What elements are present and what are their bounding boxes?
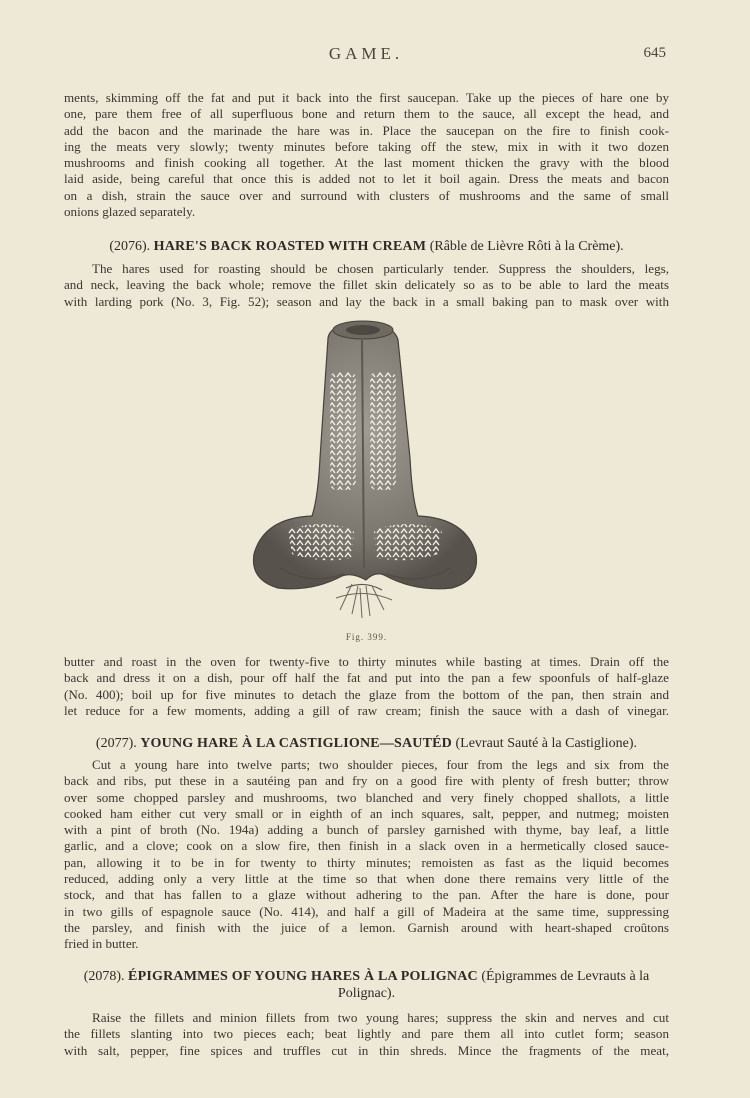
recipe-title: HARE'S BACK ROASTED WITH CREAM: [153, 239, 427, 254]
recipe-2077-body: [64, 757, 669, 953]
figure-caption: Fig. 399.: [345, 632, 388, 642]
text-line: stock, and that has fallen to a glaze without adhering to the pan. After the hare is done, pour: [64, 887, 669, 903]
text-line: over some chopped parsley and mushrooms, two blanched and very finely chopped shallots, a little: [64, 789, 669, 805]
text-line: reduced, adding only a very little at the time so that when done there remains very little of the: [64, 871, 669, 887]
text-line: one, pare them free of all superfluous bone and return them to the sauce, all except the head, and: [64, 106, 669, 122]
text-line: pan, allowing it to be in for twenty to thirty minutes; remoisten as fast as the liquid becomes: [64, 854, 669, 870]
text-line: let reduce for a few moments, adding a gill of raw cream; finish the sauce with a dash of vinegar.: [64, 702, 669, 718]
text-line: add the bacon and the marinade the hare was in. Place the saucepan on the fire to finish cook-: [64, 122, 669, 138]
recipe-2078-body: [64, 1010, 669, 1059]
hare-back-illustration: [240, 318, 490, 628]
text-line: mushrooms and finish cooking all together. At the last moment thicken the gravy with the blood: [64, 155, 669, 171]
text-line: ing the meats very slowly; twenty minutes before taking off the stew, mix in with it two dozen: [64, 138, 669, 154]
text-line: laid aside, being careful that once this is added not to let it boil again. Dress the meats and bacon: [64, 171, 669, 187]
recipe-heading-2078: [64, 968, 669, 1002]
recipe-number: (2076).: [109, 239, 151, 254]
text-line: butter and roast in the oven for twenty-five to thirty minutes while basting at times. Drain off the: [64, 654, 669, 669]
text-line: ments, skimming off the fat and put it back into the first saucepan. Take up the pieces of hare one by: [64, 90, 669, 105]
text-line: (No. 400); boil up for five minutes to detach the glaze from the bottom of the pan, then strain and: [64, 686, 669, 702]
recipe-french-title: (Épigrammes de Levrauts à la: [481, 969, 650, 984]
text-line: on a dish, strain the sauce over and surround with clusters of mushrooms and the same of small: [64, 187, 669, 203]
running-head: [64, 44, 668, 68]
running-title: GAME.: [328, 44, 404, 63]
text-line: with larding pork (No. 3, Fig. 52); season and lay the back in a small baking pan to mask over with: [64, 293, 669, 309]
text-line: garlic, and a clove; cook on a slow fire, then finish in a slack oven in a hermetically closed sauce-: [64, 838, 669, 854]
text-line: the parsley, and finish with the juice of a lemon. Garnish around with heart-shaped croûtons: [64, 919, 669, 935]
page-number: 645: [643, 45, 666, 61]
text-line: with salt, pepper, fine spices and truffles cut in thin shreds. Mince the fragments of the meat,: [64, 1042, 669, 1058]
text-line: back and ribs, put these in a sautéing pan and fry on a good fire with plenty of fresh butter; throw: [64, 773, 669, 789]
text-line: and neck, leaving the back whole; remove the fillet skin delicately so as to be able to lard the meats: [64, 277, 669, 293]
text-line: the fillets slanting into two pieces each; beat lightly and pare them all into cutlet form; season: [64, 1026, 669, 1042]
recipe-number: (2078).: [83, 969, 125, 984]
text-line: The hares used for roasting should be chosen particularly tender. Suppress the shoulders, legs,: [92, 261, 669, 276]
text-line: onions glazed separately.: [64, 204, 196, 220]
recipe-2076-continued: [64, 654, 669, 719]
text-line: cooked ham either cut very small or in eighth of an inch squares, salt, pepper, and nutmeg; moisten: [64, 805, 669, 821]
text-line: fried in butter.: [64, 936, 139, 952]
recipe-french-title: (Levraut Sauté à la Castiglione).: [455, 736, 638, 751]
recipe-heading-2076: [64, 238, 669, 255]
recipe-title: YOUNG HARE À LA CASTIGLIONE—SAUTÉD: [140, 736, 452, 751]
paragraph-continued: [64, 90, 669, 220]
recipe-number: (2077).: [95, 736, 137, 751]
text-line: Raise the fillets and minion fillets from two young hares; suppress the skin and nerves and cut: [92, 1010, 669, 1025]
recipe-heading-2077: [64, 735, 669, 752]
text-line: Cut a young hare into twelve parts; two shoulder pieces, four from the legs and six from the: [92, 757, 669, 772]
recipe-title: ÉPIGRAMMES OF YOUNG HARES À LA POLIGNAC: [128, 969, 478, 984]
recipe-french-title: (Râble de Lièvre Rôti à la Crème).: [429, 239, 624, 254]
recipe-french-title-cont: Polignac).: [337, 986, 396, 1001]
text-line: back and dress it on a dish, pour off half the fat and put into the pan a few spoonfuls of half-glaze: [64, 670, 669, 686]
text-line: with a pint of broth (No. 194a) adding a bunch of parsley garnished with thyme, bay leaf, a little: [64, 822, 669, 838]
text-line: in two gills of espagnole sauce (No. 414), and half a gill of Madeira at the same time, suppressing: [64, 903, 669, 919]
recipe-2076-intro: [64, 261, 669, 310]
